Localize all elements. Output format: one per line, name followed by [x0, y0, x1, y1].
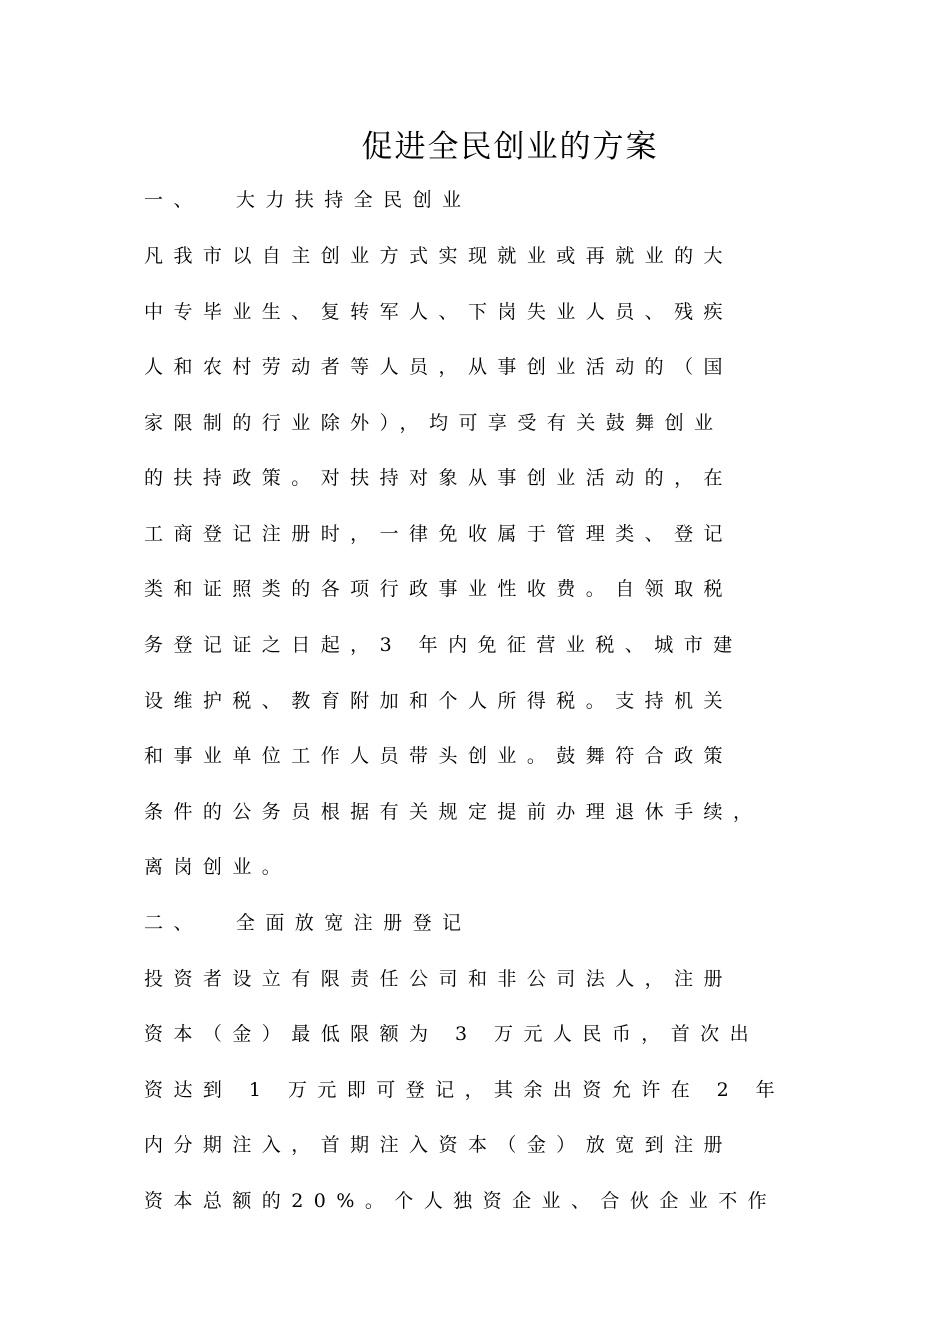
- text-line: 离岗创业。: [144, 856, 292, 878]
- text-line: 资达到 1 万元即可登记，其余出资允许在 2 年: [144, 1079, 786, 1101]
- text-line: 家限制的行业除外），均可享受有关鼓舞创业: [144, 412, 724, 434]
- text-line: 人和农村劳动者等人员，从事创业活动的（国: [144, 356, 734, 378]
- text-line: 工商登记注册时，一律免收属于管理类、登记: [144, 523, 734, 545]
- text-line: 资本（金）最低限额为 3 万元人民币，首次出: [144, 1023, 760, 1045]
- document-title: 促进全民创业的方案: [361, 129, 659, 165]
- text-line: 的扶持政策。对扶持对象从事创业活动的，在: [144, 467, 734, 489]
- text-line: 投资者设立有限责任公司和非公司法人，注册: [144, 968, 734, 990]
- text-line: 内分期注入，首期注入资本（金）放宽到注册: [144, 1134, 734, 1156]
- text-line: 凡我市以自主创业方式实现就业或再就业的大: [144, 245, 734, 267]
- text-line: 资本总额的20%。个人独资企业、合伙企业不作: [144, 1190, 778, 1212]
- text-line: 类和证照类的各项行政事业性收费。自领取税: [144, 578, 734, 600]
- text-line: 务登记证之日起，3 年内免征营业税、城市建: [144, 634, 743, 656]
- section-heading-1: 一、 大力扶持全民创业: [144, 189, 472, 211]
- text-line: 条件的公务员根据有关规定提前办理退休手续，: [144, 801, 763, 823]
- text-line: 设维护税、教育附加和个人所得税。支持机关: [144, 690, 734, 712]
- section-heading-2: 二、 全面放宽注册登记: [144, 912, 472, 934]
- text-line: 和事业单位工作人员带头创业。鼓舞符合政策: [144, 745, 734, 767]
- text-line: 中专毕业生、复转军人、下岗失业人员、残疾: [144, 301, 734, 323]
